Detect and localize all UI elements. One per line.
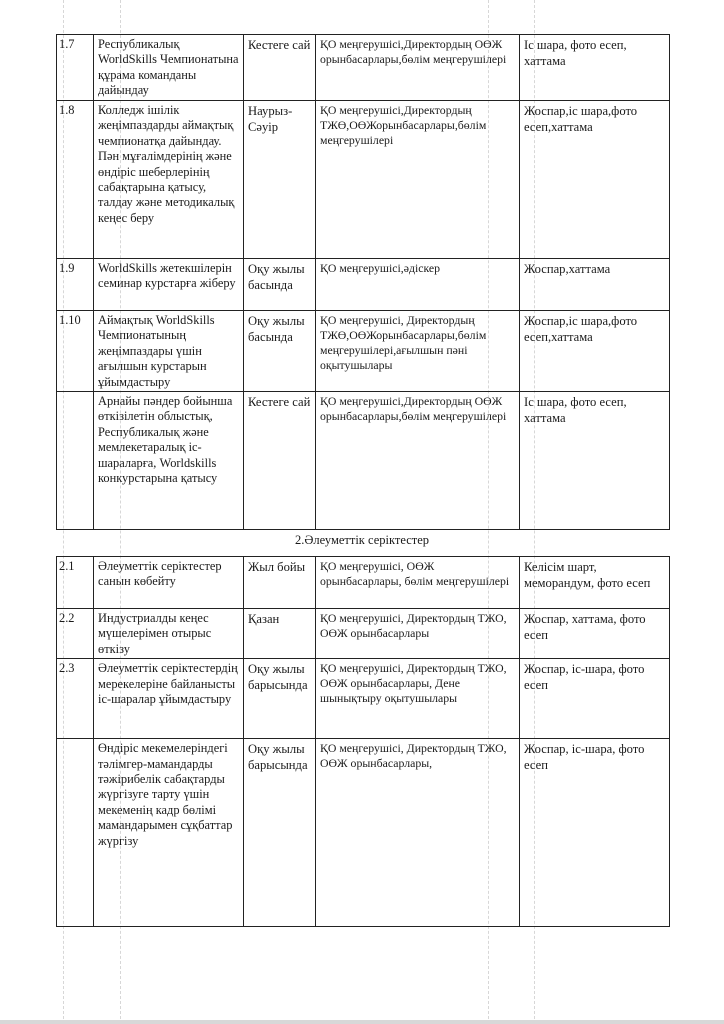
event-cell: Индустриалды кеңес мүшелерімен отырыс өткізу bbox=[94, 609, 244, 659]
form-cell: Жоспар, іс-шара, фото есеп bbox=[520, 659, 670, 739]
row-number: 2.1 bbox=[57, 557, 94, 609]
row-number: 1.10 bbox=[57, 311, 94, 392]
responsible-cell: ҚО меңгерушісі,әдіскер bbox=[316, 259, 520, 311]
event-cell: Өндіріс мекемелеріндегі тәлімгер-мамандарды тәжірибелік сабақтарды жүргізуге тарту үшін мекеменің кадр бөлімі мамандарымен сұқбаттар жүргізу bbox=[94, 739, 244, 927]
row-number bbox=[57, 739, 94, 927]
event-cell: Әлеуметтік серіктестердің мерекелеріне байланысты іс-шаралар ұйымдастыру bbox=[94, 659, 244, 739]
table-row bbox=[57, 101, 670, 259]
form-cell: Жоспар, іс-шара, фото есеп bbox=[520, 739, 670, 927]
row-number: 1.9 bbox=[57, 259, 94, 311]
form-cell: Жоспар,хаттама bbox=[520, 259, 670, 311]
form-cell: Келісім шарт, меморандум, фото есеп bbox=[520, 557, 670, 609]
period-cell: Қазан bbox=[244, 609, 316, 659]
period-cell: Оқу жылы барысында bbox=[244, 659, 316, 739]
responsible-cell: ҚО меңгерушісі, Директордың ТЖО, ОӨЖ орынбасарлары bbox=[316, 609, 520, 659]
period-cell: Оқу жылы барысында bbox=[244, 739, 316, 927]
event-cell: Республикалық WorldSkills Чемпионатына құрама команданы дайындау bbox=[94, 35, 244, 101]
responsible-cell: ҚО меңгерушісі, Директордың ТЖО, ОӨЖ орынбасарлары, Дене шынықтыру оқытушылары bbox=[316, 659, 520, 739]
plan-table-worldskills bbox=[56, 34, 670, 530]
event-cell: Арнайы пәндер бойынша өткізілетін облыстық, Республикалық және мемлекетаралық іс-шараларға, Worldskills конкурстарына қатысу bbox=[94, 392, 244, 530]
plan-table-social-partners bbox=[56, 556, 670, 927]
row-number: 1.8 bbox=[57, 101, 94, 259]
responsible-cell: ҚО меңгерушісі, Директордың ТЖӨ,ОӨЖорынбасарлары,бөлім меңгерушілері,ағылшын пәні оқытушылары bbox=[316, 311, 520, 392]
row-number: 2.2 bbox=[57, 609, 94, 659]
row-number: 1.7 bbox=[57, 35, 94, 101]
table-row bbox=[57, 259, 670, 311]
form-cell: Іс шара, фото есеп, хаттама bbox=[520, 35, 670, 101]
period-cell: Кестеге сай bbox=[244, 35, 316, 101]
table-row bbox=[57, 659, 670, 739]
form-cell: Іс шара, фото есеп, хаттама bbox=[520, 392, 670, 530]
responsible-cell: ҚО меңгерушісі, ОӨЖ орынбасарлары, бөлім меңгерушілері bbox=[316, 557, 520, 609]
row-number bbox=[57, 392, 94, 530]
responsible-cell: ҚО меңгерушісі,Директордың ОӨЖ орынбасарлары,бөлім меңгерушілері bbox=[316, 392, 520, 530]
event-cell: Колледж ішілік жеңімпаздарды аймақтық чемпионатқа дайындау. Пән мұғалімдерінің және өндіріс шеберлерінің сабақтарына қатысу, талдау және методикалық кеңес беру bbox=[94, 101, 244, 259]
period-cell: Оқу жылы басында bbox=[244, 311, 316, 392]
event-cell: Әлеуметтік серіктестер санын көбейту bbox=[94, 557, 244, 609]
table-row bbox=[57, 311, 670, 392]
table-row bbox=[57, 609, 670, 659]
period-cell: Жыл бойы bbox=[244, 557, 316, 609]
event-cell: WorldSkills жетекшілерін семинар курстарға жіберу bbox=[94, 259, 244, 311]
table-row bbox=[57, 557, 670, 609]
event-cell: Аймақтық WorldSkills Чемпионатының жеңімпаздары үшін ағылшын курстарын ұйымдастыру bbox=[94, 311, 244, 392]
form-cell: Жоспар,іс шара,фото есеп,хаттама bbox=[520, 311, 670, 392]
form-cell: Жоспар,іс шара,фото есеп,хаттама bbox=[520, 101, 670, 259]
row-number: 2.3 bbox=[57, 659, 94, 739]
period-cell: Оқу жылы басында bbox=[244, 259, 316, 311]
scan-bottom-edge bbox=[0, 1020, 724, 1024]
table-row bbox=[57, 739, 670, 927]
section-heading: 2.Әлеуметтік серіктестер bbox=[294, 533, 430, 547]
table-row bbox=[57, 35, 670, 101]
form-cell: Жоспар, хаттама, фото есеп bbox=[520, 609, 670, 659]
period-cell: Кестеге сай bbox=[244, 392, 316, 530]
responsible-cell: ҚО меңгерушісі,Директордың ОӨЖ орынбасарлары,бөлім меңгерушілері bbox=[316, 35, 520, 101]
table-row bbox=[57, 392, 670, 530]
responsible-cell: ҚО меңгерушісі,Директордың ТЖӨ,ОӨЖорынбасарлары,бөлім меңгерушілері bbox=[316, 101, 520, 259]
period-cell: Наурыз-Сәуір bbox=[244, 101, 316, 259]
responsible-cell: ҚО меңгерушісі, Директордың ТЖО, ОӨЖ орынбасарлары, bbox=[316, 739, 520, 927]
